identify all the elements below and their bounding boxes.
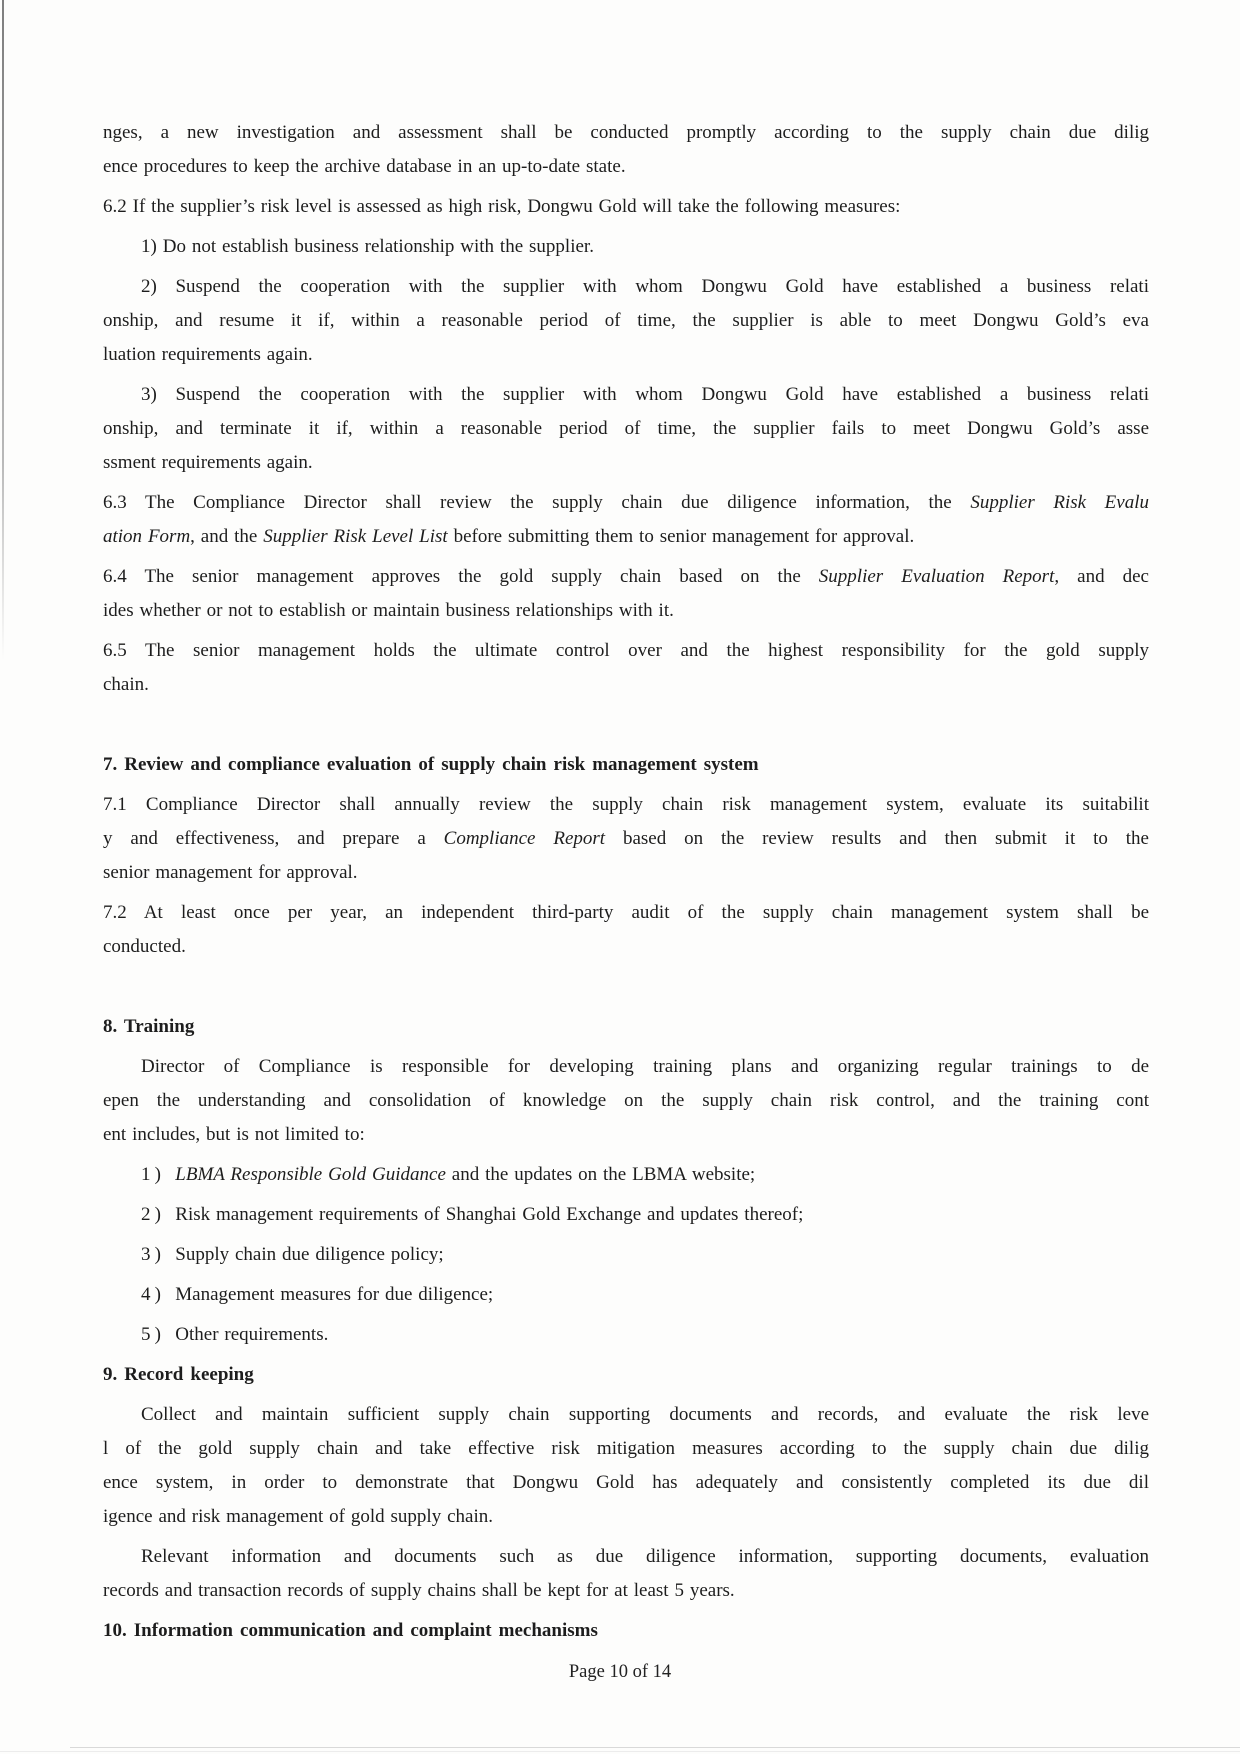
italic-text-segment: LBMA Responsible Gold Guidance	[175, 1164, 446, 1185]
text-segment: 1) Do not establish business relationship with the supplier.	[141, 236, 594, 257]
text-segment: records and transaction records of supply chains shall be kept for at least 5 years.	[103, 1580, 735, 1601]
text-segment: Director of Compliance is responsible for developing training plans and organizing regular trainings to de	[141, 1056, 1149, 1077]
italic-text-segment: Supplier Risk Evalu	[970, 492, 1149, 513]
text-segment: onship, and terminate it if, within a reasonable period of time, the supplier fails to meet Dongwu Gold’s asse	[103, 418, 1149, 439]
text-segment: 6.3 The Compliance Director shall review the supply chain due diligence information, the	[103, 492, 971, 513]
text-line	[103, 486, 1149, 520]
text-line	[103, 634, 1149, 668]
italic-text-segment: Supplier Risk Level List	[263, 526, 448, 547]
text-segment: 3) Suspend the cooperation with the supplier with whom Dongwu Gold have established a business relati	[141, 384, 1149, 405]
text-line	[103, 788, 1149, 822]
text-line	[103, 1118, 1149, 1152]
text-line	[103, 150, 1149, 184]
text-line	[103, 668, 1149, 702]
paragraph	[103, 788, 1149, 890]
italic-text-segment: ation Form	[103, 526, 191, 547]
text-segment: chain.	[103, 674, 149, 695]
text-segment: 7.1 Compliance Director shall annually review the supply chain risk management system, evaluate its suitabilit	[103, 794, 1149, 815]
paragraph	[103, 1198, 1149, 1232]
text-line	[103, 520, 1149, 554]
text-segment: 6.4 The senior management approves the gold supply chain based on the	[103, 566, 819, 587]
text-segment: ides whether or not to establish or maintain business relationships with it.	[103, 600, 674, 621]
text-segment: 10. Information communication and complaint mechanisms	[103, 1620, 598, 1641]
section-heading	[103, 1358, 1149, 1392]
text-segment: 6.2 If the supplier’s risk level is assessed as high risk, Dongwu Gold will take the following measures:	[103, 196, 901, 217]
text-line	[103, 1198, 1149, 1232]
paragraph	[103, 270, 1149, 372]
text-segment: Relevant information and documents such as due diligence information, supporting documents, evaluation	[141, 1546, 1149, 1567]
text-segment: 9. Record keeping	[103, 1364, 254, 1385]
text-line	[103, 594, 1149, 628]
paragraph	[103, 190, 1149, 224]
scan-edge-artifact-bottom	[70, 1747, 1240, 1748]
text-segment: nges, a new investigation and assessment shall be conducted promptly according to the supply chain due dilig	[103, 122, 1149, 143]
text-segment: epen the understanding and consolidation of knowledge on the supply chain risk control, and the training cont	[103, 1090, 1149, 1111]
text-segment: ence procedures to keep the archive database in an up-to-date state.	[103, 156, 626, 177]
text-segment: , and the	[190, 526, 264, 547]
text-line	[103, 822, 1149, 856]
page-number-text: Page 10 of 14	[568, 1662, 672, 1682]
paragraph	[103, 634, 1149, 702]
text-segment: ssment requirements again.	[103, 452, 313, 473]
text-line	[103, 748, 1149, 782]
paragraph	[103, 230, 1149, 264]
paragraph	[103, 486, 1149, 554]
document-body	[103, 116, 1149, 1654]
text-segment: ence system, in order to demonstrate that Dongwu Gold has adequately and consistently completed its due dil	[103, 1472, 1149, 1493]
text-line	[103, 1318, 1149, 1352]
paragraph	[103, 1398, 1149, 1534]
paragraph	[103, 116, 1149, 184]
paragraph	[103, 378, 1149, 480]
text-segment: and the updates on the LBMA website;	[445, 1164, 756, 1185]
text-line	[103, 1084, 1149, 1118]
text-segment: 6.5 The senior management holds the ultimate control over and the highest responsibility for the gold supply	[103, 640, 1149, 661]
text-segment: before submitting them to senior management for approval.	[447, 526, 915, 547]
scan-edge-artifact-bottom-faint	[0, 1751, 1240, 1752]
paragraph	[103, 1318, 1149, 1352]
paragraph	[103, 560, 1149, 628]
section-heading	[103, 1010, 1149, 1044]
text-line	[103, 230, 1149, 264]
text-line	[103, 338, 1149, 372]
paragraph	[103, 1050, 1149, 1152]
paragraph	[103, 1278, 1149, 1312]
list-marker: 5)	[141, 1324, 176, 1345]
text-line	[103, 1466, 1149, 1500]
text-segment: 7.2 At least once per year, an independent third-party audit of the supply chain management system shall be	[103, 902, 1149, 923]
text-line	[103, 560, 1149, 594]
section-heading	[103, 1614, 1149, 1648]
list-marker: 2)	[141, 1204, 176, 1225]
paragraph	[103, 896, 1149, 964]
text-line	[103, 930, 1149, 964]
page-footer	[0, 1660, 1240, 1684]
text-segment: Collect and maintain sufficient supply chain supporting documents and records, and evaluate the risk leve	[141, 1404, 1149, 1425]
text-line	[103, 1574, 1149, 1608]
text-segment: 8. Training	[103, 1016, 195, 1037]
text-line	[103, 1278, 1149, 1312]
text-segment: conducted.	[103, 936, 186, 957]
text-line	[103, 896, 1149, 930]
text-segment: Supply chain due diligence policy;	[175, 1244, 444, 1265]
text-segment: ent includes, but is not limited to:	[103, 1124, 365, 1145]
text-segment: y and effectiveness, and prepare a	[103, 828, 444, 849]
italic-text-segment: Supplier Evaluation Report	[818, 566, 1055, 587]
text-segment: onship, and resume it if, within a reasonable period of time, the supplier is able to meet Dongwu Gold’s eva	[103, 310, 1149, 331]
text-line	[103, 270, 1149, 304]
text-line	[103, 1358, 1149, 1392]
text-line	[103, 1398, 1149, 1432]
list-marker: 4)	[141, 1284, 176, 1305]
text-segment: senior management for approval.	[103, 862, 358, 883]
text-line	[103, 1050, 1149, 1084]
text-line	[103, 856, 1149, 890]
text-segment: l of the gold supply chain and take effective risk mitigation measures according to the supply chain due dilig	[103, 1438, 1149, 1459]
text-segment: luation requirements again.	[103, 344, 313, 365]
text-line	[103, 190, 1149, 224]
text-line	[103, 1500, 1149, 1534]
text-line	[103, 1010, 1149, 1044]
text-segment: igence and risk management of gold supply chain.	[103, 1506, 493, 1527]
text-segment: 7. Review and compliance evaluation of supply chain risk management system	[103, 754, 759, 775]
text-line	[103, 412, 1149, 446]
paragraph	[103, 1158, 1149, 1192]
text-line	[103, 446, 1149, 480]
text-line	[103, 1432, 1149, 1466]
text-segment: Management measures for due diligence;	[175, 1284, 494, 1305]
section-heading	[103, 748, 1149, 782]
text-line	[103, 1238, 1149, 1272]
text-line	[103, 304, 1149, 338]
text-segment: based on the review results and then submit it to the	[605, 828, 1149, 849]
text-line	[103, 1540, 1149, 1574]
text-segment: Other requirements.	[175, 1324, 329, 1345]
text-line	[103, 1614, 1149, 1648]
italic-text-segment: Compliance Report	[443, 828, 606, 849]
list-marker: 1)	[141, 1164, 176, 1185]
text-segment: 2) Suspend the cooperation with the supplier with whom Dongwu Gold have established a business relati	[141, 276, 1149, 297]
paragraph	[103, 1238, 1149, 1272]
list-marker: 3)	[141, 1244, 176, 1265]
text-line	[103, 378, 1149, 412]
text-segment: , and dec	[1054, 566, 1149, 587]
text-line	[103, 1158, 1149, 1192]
scan-edge-artifact-left	[2, 0, 4, 660]
paragraph	[103, 1540, 1149, 1608]
text-line	[103, 116, 1149, 150]
text-segment: Risk management requirements of Shanghai Gold Exchange and updates thereof;	[175, 1204, 804, 1225]
